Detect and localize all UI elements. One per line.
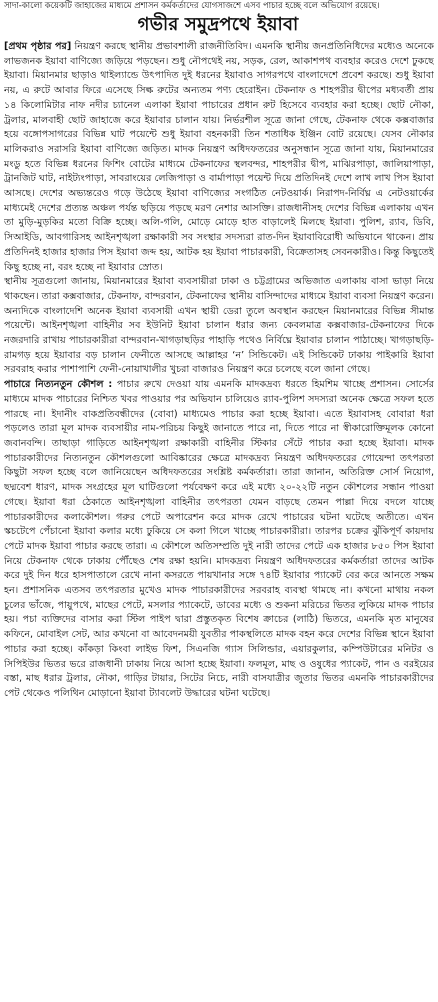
paragraph-3 <box>4 378 434 701</box>
clipped-top-line: সাদা-কালো কয়েকটি জাহাজের মাধ্যমে প্রশাসন কর্মকর্তাদের যোগসাজশে এসব পাচার হচ্ছে বলে অভিযোগ রয়েছে। <box>4 0 380 10</box>
continuation-marker: [প্রথম পৃষ্ঠার পর] <box>4 41 72 52</box>
paragraph-2 <box>4 275 434 378</box>
article-headline: গভীর সমুদ্রপথে ইয়াবা <box>137 13 299 35</box>
paragraph-3-text: পাচার রুখে দেওয়া যায় এমনকি মাদকদ্রব্য ধরতে হিমশিম খাচ্ছে প্রশাসন। সোর্সের মাধ্যমে মাদক পাচারের নিশ্চিত খবর পাওয়ার পর অভিযান চালিয়েও র‌্যাব-পুলিশ সদস্যরা অনেক ক্ষেত্রে সফল হতে পারছে না। ইদানীং বাকপ্রতিবন্ধীদের (বোবা) মাধ্যমেও পাচার করা হচ্ছে ইয়াবা। এতে ইয়াবাসহ বোবারা ধরা পড়লেও তারা মূল মাদক ব্যবসায়ীর নাম-পরিচয় কিছুই জানাতে পারে না, দিতে পারে না স্বীকারোক্তিমূলক কোনো জবানবন্দি। তাছাড়া গাড়িতে আইনশৃঙ্খলা রক্ষাকারী বাহিনীর স্টিকার সেঁটে পাচার করা হচ্ছে ইয়াবা। মাদক পাচারকারীদের নিত্যনতুন কৌশলগুলো আবিষ্কারের ক্ষেত্রে মাদকদ্রব্য নিয়ন্ত্রণ অধিদফতরের গোয়েন্দা তৎপরতা কিছুটা সফল হচ্ছে বলে জানিয়েছেন অধিদফতরের সংশ্লিষ্ট কর্মকর্তারা। তারা জানান, অতিরিক্ত সোর্স নিয়োগ, ছদ্মবেশ ধারণ, মাদক সংগ্রহের মূল ঘাটিগুলো পর্যবেক্ষণ করে এই মধ্যে ২০-২২টি নতুন কৌশলের সন্ধান পাওয়া গেছে। ইয়াবা ধরা ঠেকাতে আইনশৃঙ্খলা বাহিনীর তৎপরতা যেমন বাড়ছে তেমন পাল্লা দিয়ে বদলে যাচ্ছে পাচারকারীদের কলাকৌশল। গরুর পেটে অপারেশন করে মাদক রেখে পাচারের ঘটনা ঘটেছে অতীতে। এখন স্কচটেপে পেঁচানো ইয়াবা কলার মধ্যে ঢুকিয়ে সে কলা গিলে খাচ্ছে পাচারকারীরা। তারপর চক্রের ঝুঁকিপূর্ণ কায়দায় পেটে মাদক ইয়াবা পাচার করছে তারা। এ কৌশলে অতিসম্প্রতি দুই নারী তাদের পেটে এক হাজার ৮৫০ পিস ইয়াবা নিয়ে টেকনাফ থেকে ঢাকায় পৌঁছেও শেষ রক্ষা হয়নি। মাদকদ্রব্য নিয়ন্ত্রণ অধিদফতরের কর্মকর্তারা তাদের আটক করে দুই দিন ধরে হাসপাতালে রেখে নানা কসরতে পায়খানার সঙ্গে ৭৪টি ইয়াবার প্যাকেট বের করে আনতে সক্ষম হন। প্রশাসনিক এতসব তৎপরতার মুখেও মাদক পাচারকারীদের সরবরাহ ব্যবস্থা থামছে না। কখনো মাথায় নকল চুলের ভাঁজে, পায়ুপথে, মাছের পেটে, মসলার প্যাকেটে, ডাবের মধ্যে ও শুকনা মরিচের ভিতর লুকিয়ে মাদক পাচার হয়। পচা ব্যক্তিদের বাসার করা স্টিল পাইপ দ্বারা প্রস্তুতকৃত বিশেষ ক্রাচের (লাঠি) ভিতরে, এমনকি মৃত মানুষের কফিনে, মোবাইল সেট, আর কখনো বা আবেদনময়ী যুবতীর পাকস্থলিতে মাদক বহন করে দেশের বিভিন্ন স্থানে ইয়াবা পাচার করা হচ্ছে। কাঁকড়া কিংবা লাইভ ফিশ, সিএনজি গ্যাস সিলিন্ডার, এয়ারকুলার, কম্পিউটারের মনিটর ও সিপিইউর ভিতর ভরে রাজধানী ঢাকায় নিয়ে আসা হচ্ছে ইয়াবা। ফলমূল, মাছ ও ওষুধের প্যাকেট, পান ও বরইয়ের বস্তা, মাছ ধরার ট্রলার, নৌকা, গাড়ির টায়ার, সিটের নিচে, নারী বাসযাত্রীর জুতার ভিতর এমনকি পাচারকারীদের পেট থেকেও পলিথিন মোড়ানো ইয়াবা ট্যাবলেট উদ্ধারের ঘটনা ঘটেছে। <box>4 379 434 699</box>
paragraph-2-text: স্থানীয় সূত্রগুলো জানায়, মিয়ানমারের ইয়াবা ব্যবসায়ীরা ঢাকা ও চট্টগ্রামের অভিজাত এলাকায় বাসা ভাড়া নিয়ে থাকছেন। তারা কক্সবাজার, টেকনাফ, বান্দরবান, টেকনাফের স্থানীয় বাসিন্দাদের মাধ্যমে ইয়াবা ব্যবসা নিয়ন্ত্রণ করেন। অন্যদিকে বাংলাদেশি অনেক ইয়াবা ব্যবসায়ী এখন স্থায়ী ডেরা তুলে অবস্থান করছেন মিয়ানমারের বিভিন্ন সীমান্ত পয়েন্টে। আইনশৃঙ্খলা বাহিনীর সব ইউনিট ইয়াবা চালান ধরার জন্য কেবলমাত্র কক্সবাজার-টেকনাফের দিকে নজরদারি রাখায় পাচারকারীরা বান্দরবান-খাগড়াছড়ির পাহাড়ি পথেও নির্বিঘ্নে ইয়াবার চালান পাঠাচ্ছে। খাগড়াছড়ি-রামগড় হয়ে ইয়াবার বড় চালান ফেনীতে আসছে আল্লাহর ‘ন’ সিন্ডিকেট। এই সিন্ডিকেট ঢাকায় পাইকারি ইয়াবা সরবরাহ করার পাশাপাশি ফেনী-নোয়াখালীর খুচরা বাজারও নিয়ন্ত্রণ করে চলেছে বলে জানা গেছে। <box>4 276 434 376</box>
subheading-smuggling-tactics: পাচারে নিত্যনতুন কৌশল : <box>4 379 113 391</box>
paragraph-1 <box>4 40 434 275</box>
paragraph-1-text: নিয়ন্ত্রণ করছে স্থানীয় প্রভাবশালী রাজনীতিবিদ। এমনকি স্থানীয় জনপ্রতিনিধিদের মধ্যেও অনেকে লাভজনক ইয়াবা বাণিজ্যে জড়িয়ে পড়ছেন। শুধু নৌপথেই নয়, সড়ক, রেল, আকাশপথ ব্যবহার করেও দেশে ঢুকছে ইয়াবা। মিয়ানমার ছাড়াও থাইল্যান্ডে উৎপাদিত দুই ধরনের ইয়াবাও সাগরপথে বাংলাদেশে প্রবেশ করছে। শুধু ইয়াবা নয়, এ রুটে আবার ফিরে এসেছে সিল্ক রুটের অন্যতম পণ্য হেরোইন। টেকনাফ ও শাহপরীর দ্বীপের মধ্যবর্তী প্রায় ১৪ কিলোমিটার নাফ নদীর চ্যানেল এলাকা ইয়াবা পাচারের প্রধান রুট হিসেবে ব্যবহার করা হচ্ছে। ছোট নৌকা, ট্রলার, মালবাহী ছোট জাহাজে করে ইয়াবার চালান যায়। নির্ভরশীল সূত্রে জানা গেছে, টেকনাফ থেকে কক্সবাজার হয়ে বঙ্গোপসাগরের বিভিন্ন ঘাট পয়েন্টে শুধু ইয়াবা বহনকারী তিন শতাধিক ইঞ্জিন বোট রয়েছে। যেসব নৌকার মালিকরাও সরাসরি ইয়াবা বাণিজ্যে জড়িত। মাদক নিয়ন্ত্রণ অধিদফতরের অনুসন্ধান সূত্রে জানা যায়, মিয়ানমারের মংডু হতে বিভিন্ন ধরনের ফিশিং বোটের মাধ্যমে টেকনাফের স্থলবন্দর, শাহপরীর দ্বীপ, মাঝিরপাড়া, জালিয়াপাড়া, ট্রানজিট ঘাট, নাইট্যংপাড়া, সাবরাংয়ের লেজিপাড়া ও বার্মাপাড়া পয়েন্ট দিয়ে প্রতিদিনই দেশে লাখ লাখ পিস ইয়াবা আসছে। দেশের অভ্যন্তরেও গড়ে উঠেছে ইয়াবা বাণিজ্যের সংগঠিত নেটওয়ার্ক। নিরাপদ-নির্বিঘ্ন এ নেটওয়ার্কের মাধ্যমেই দেশের প্রত্যন্ত অঞ্চল পর্যন্ত ছড়িয়ে পড়ছে মরণ নেশার আসক্তি। রাজধানীসহ দেশের বিভিন্ন এলাকায় এখন তা মুড়ি-মুড়কির মতো বিক্রি হচ্ছে। অলি-গলি, মোড়ে মোড়ে হাত বাড়ালেই মিলছে ইয়াবা। পুলিশ, র‌্যাব, ডিবি, সিআইডি, আবগারিসহ আইনশৃঙ্খলা রক্ষাকারী সব সংস্থার সদস্যরা রাত-দিন ইয়াবাবিরোধী অভিযানে থাকেন। প্রায় প্রতিদিনই হাজার হাজার পিস ইয়াবা জব্দ হয়, আটক হয় ইয়াবা পাচারকারী, বিক্রেতাসহ সেবনকারীও। কিন্তু কিছুতেই কিছু হচ্ছে না, বরং হচ্ছে না ইয়াবার স্রোত। <box>4 41 434 273</box>
article-body <box>4 40 434 998</box>
